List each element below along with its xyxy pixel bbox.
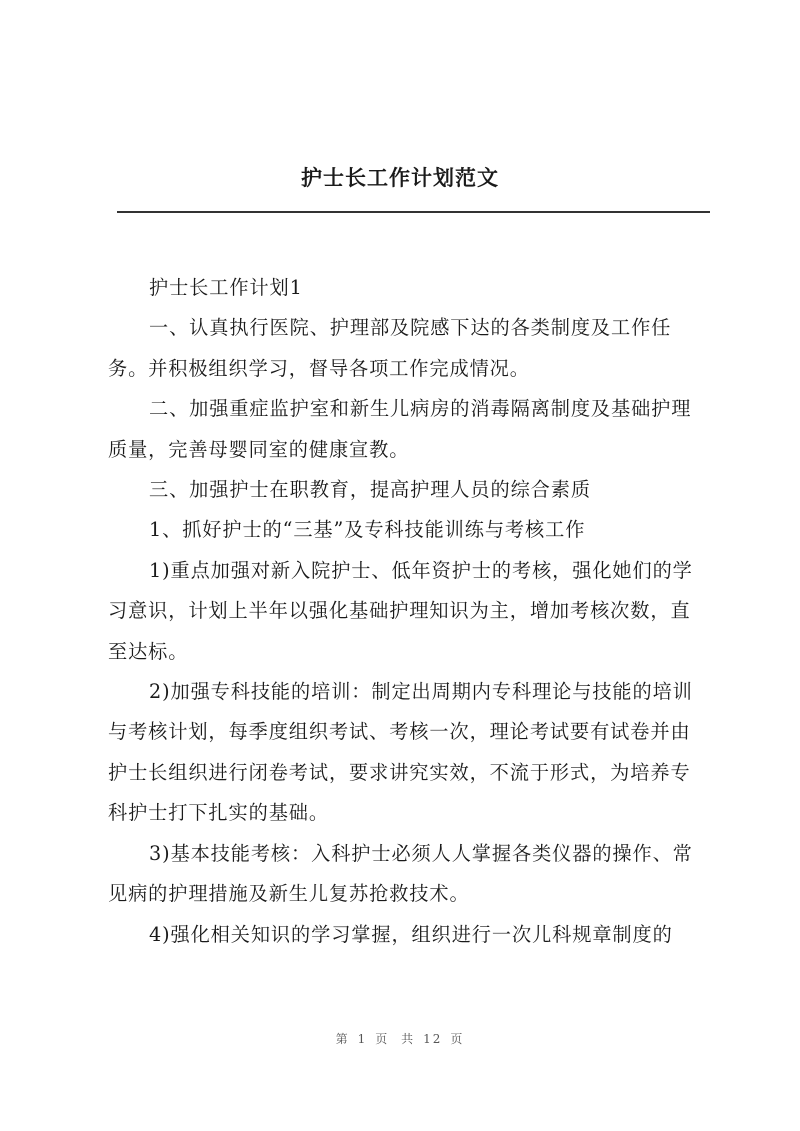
footer-total-pages: 12 bbox=[423, 1032, 443, 1046]
paragraph-item-3: 三、加强护士在职教育，提高护理人员的综合素质 bbox=[149, 478, 591, 502]
title-divider bbox=[117, 211, 710, 213]
paragraph-item-2: 二、加强重症监护室和新生儿病房的消毒隔离制度及基础护理质量，完善母婴同室的健康宣教。 bbox=[108, 397, 692, 461]
footer-end-label: 页 bbox=[450, 1032, 465, 1046]
footer-current-page: 1 bbox=[357, 1032, 368, 1046]
paragraph-item-1: 一、认真执行医院、护理部及院感下达的各类制度及工作任务。并积极组织学习，督导各项工作完成情况。 bbox=[108, 316, 672, 380]
paragraph-point-4: 4)强化相关知识的学习掌握，组织进行一次儿科规章制度的 bbox=[149, 922, 673, 946]
footer-page-label: 第 bbox=[335, 1032, 350, 1046]
paragraph-point-2: 2)加强专科技能的培训：制定出周期内专科理论与技能的培训与考核计划，每季度组织考试、考核一次，理论考试要有试卷并由护士长组织进行闭卷考试，要求讲究实效，不流于形式，为培养专科护士打下扎实的基础。 bbox=[108, 680, 693, 825]
document-title: 护士长工作计划范文 bbox=[301, 166, 499, 190]
paragraph-point-3: 3)基本技能考核：入科护士必须人人掌握各类仪器的操作、常见病的护理措施及新生儿复苏抢救技术。 bbox=[108, 841, 693, 906]
footer-of-label: 页 共 bbox=[375, 1032, 416, 1046]
paragraph-point-1: 1)重点加强对新入院护士、低年资护士的考核，强化她们的学习意识，计划上半年以强化基础护理知识为主，增加考核次数，直至达标。 bbox=[108, 558, 693, 663]
paragraph-subitem-1: 1、抓好护士的“三基”及专科技能训练与考核工作 bbox=[149, 518, 586, 542]
paragraph-plan-heading: 护士长工作计划1 bbox=[149, 276, 303, 299]
document-body bbox=[108, 268, 708, 955]
page-footer bbox=[0, 1030, 800, 1047]
